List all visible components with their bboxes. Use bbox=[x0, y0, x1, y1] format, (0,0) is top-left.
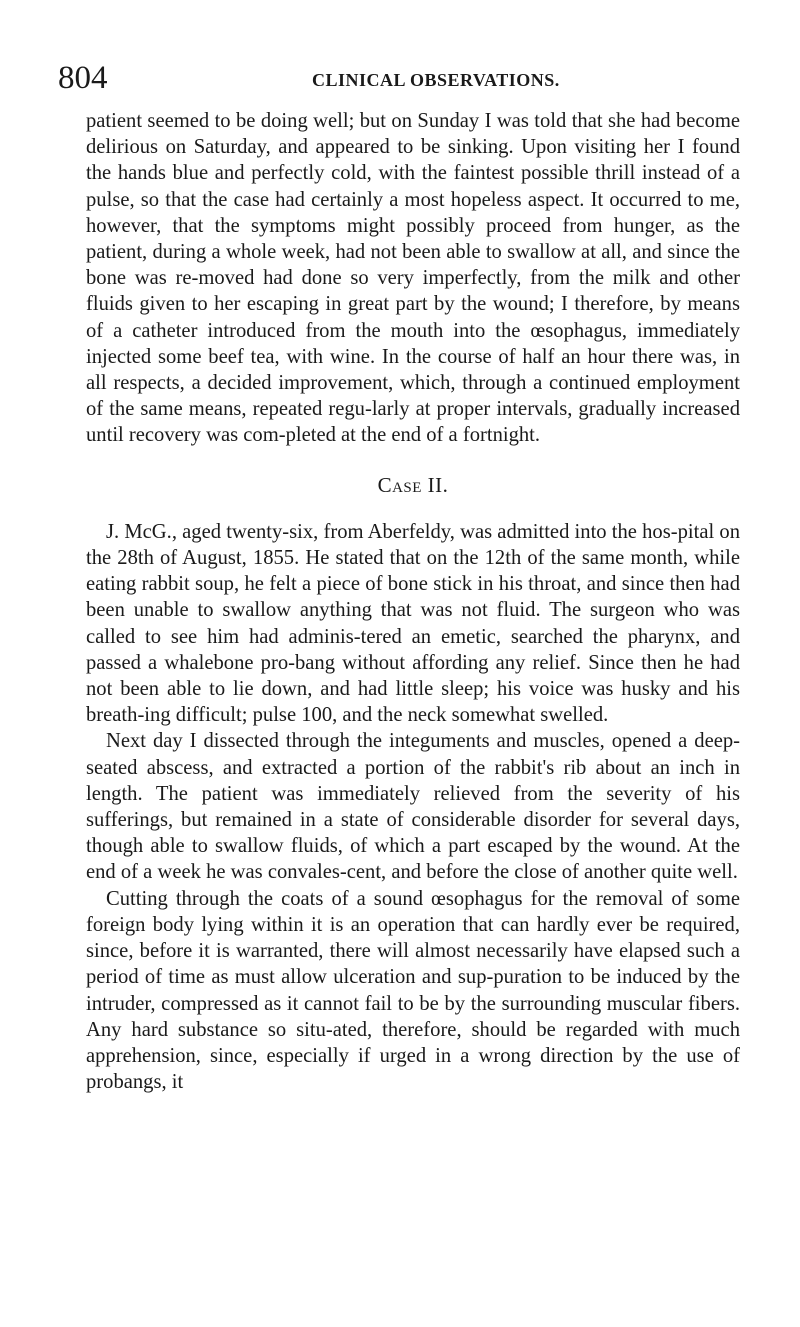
paragraph-continuation: patient seemed to be doing well; but on Sunday I was told that she had become delirious on Saturday, and appeared to be sinking. Upon visiting her I found the hands blue and perfectly cold, with the faintest possible thrill instead of a pulse, so that the case had certainly a most hopeless aspect. It occurred to me, however, that the symptoms might possibly proceed from hunger, as the patient, during a whole week, had not been able to swallow at all, and since the bone was re-moved had done so very imperfectly, from the milk and other fluids given to her escaping in great part by the wound; I therefore, by means of a catheter introduced from the mouth into the œsophagus, immediately injected some beef tea, with wine. In the course of half an hour there was, in all respects, a decided improvement, which, through a continued employment of the same means, repeated regu-larly at proper intervals, gradually increased until recovery was com-pleted at the end of a fortnight. bbox=[86, 110, 740, 447]
paragraph-case-intro: J. McG., aged twenty-six, from Aberfeldy, was admitted into the hos-pital on the 28th of August, 1855. He stated that on the 12th of the same month, while eating rabbit soup, he felt a piece of bone stick in his throat, and since then had been unable to swallow anything that was not fluid. The surgeon who was called to see him had adminis-tered an emetic, searched the pharynx, and passed a whalebone pro-bang without affording any relief. Since then he had not been able to lie down, and had little sleep; his voice was husky and his breath-ing difficult; pulse 100, and the neck somewhat swelled. bbox=[86, 520, 740, 727]
body-text bbox=[86, 108, 740, 1095]
case-heading: Case II. bbox=[377, 472, 449, 497]
running-head bbox=[58, 58, 748, 98]
running-title: CLINICAL OBSERVATIONS. bbox=[312, 70, 560, 90]
paragraph-commentary: Cutting through the coats of a sound œsophagus for the removal of some foreign body lying within it is an operation that can hardly ever be required, since, before it is warranted, there will almost necessarily have elapsed such a period of time as must allow ulceration and sup-puration to be induced by the intruder, compressed as it cannot fail to be by the surrounding muscular fibers. Any hard substance so situ-ated, therefore, should be regarded with much apprehension, since, especially if urged in a wrong direction by the use of probangs, it bbox=[86, 887, 740, 1094]
page-number: 804 bbox=[58, 60, 108, 96]
paragraph-operation: Next day I dissected through the integuments and muscles, opened a deep-seated abscess, and extracted a portion of the rabbit's rib about an inch in length. The patient was immediately relieved from the severity of his sufferings, but remained in a state of considerable disorder for several days, though able to swallow fluids, of which a part escaped by the wound. At the end of a week he was convales-cent, and before the close of another quite well. bbox=[86, 730, 740, 884]
